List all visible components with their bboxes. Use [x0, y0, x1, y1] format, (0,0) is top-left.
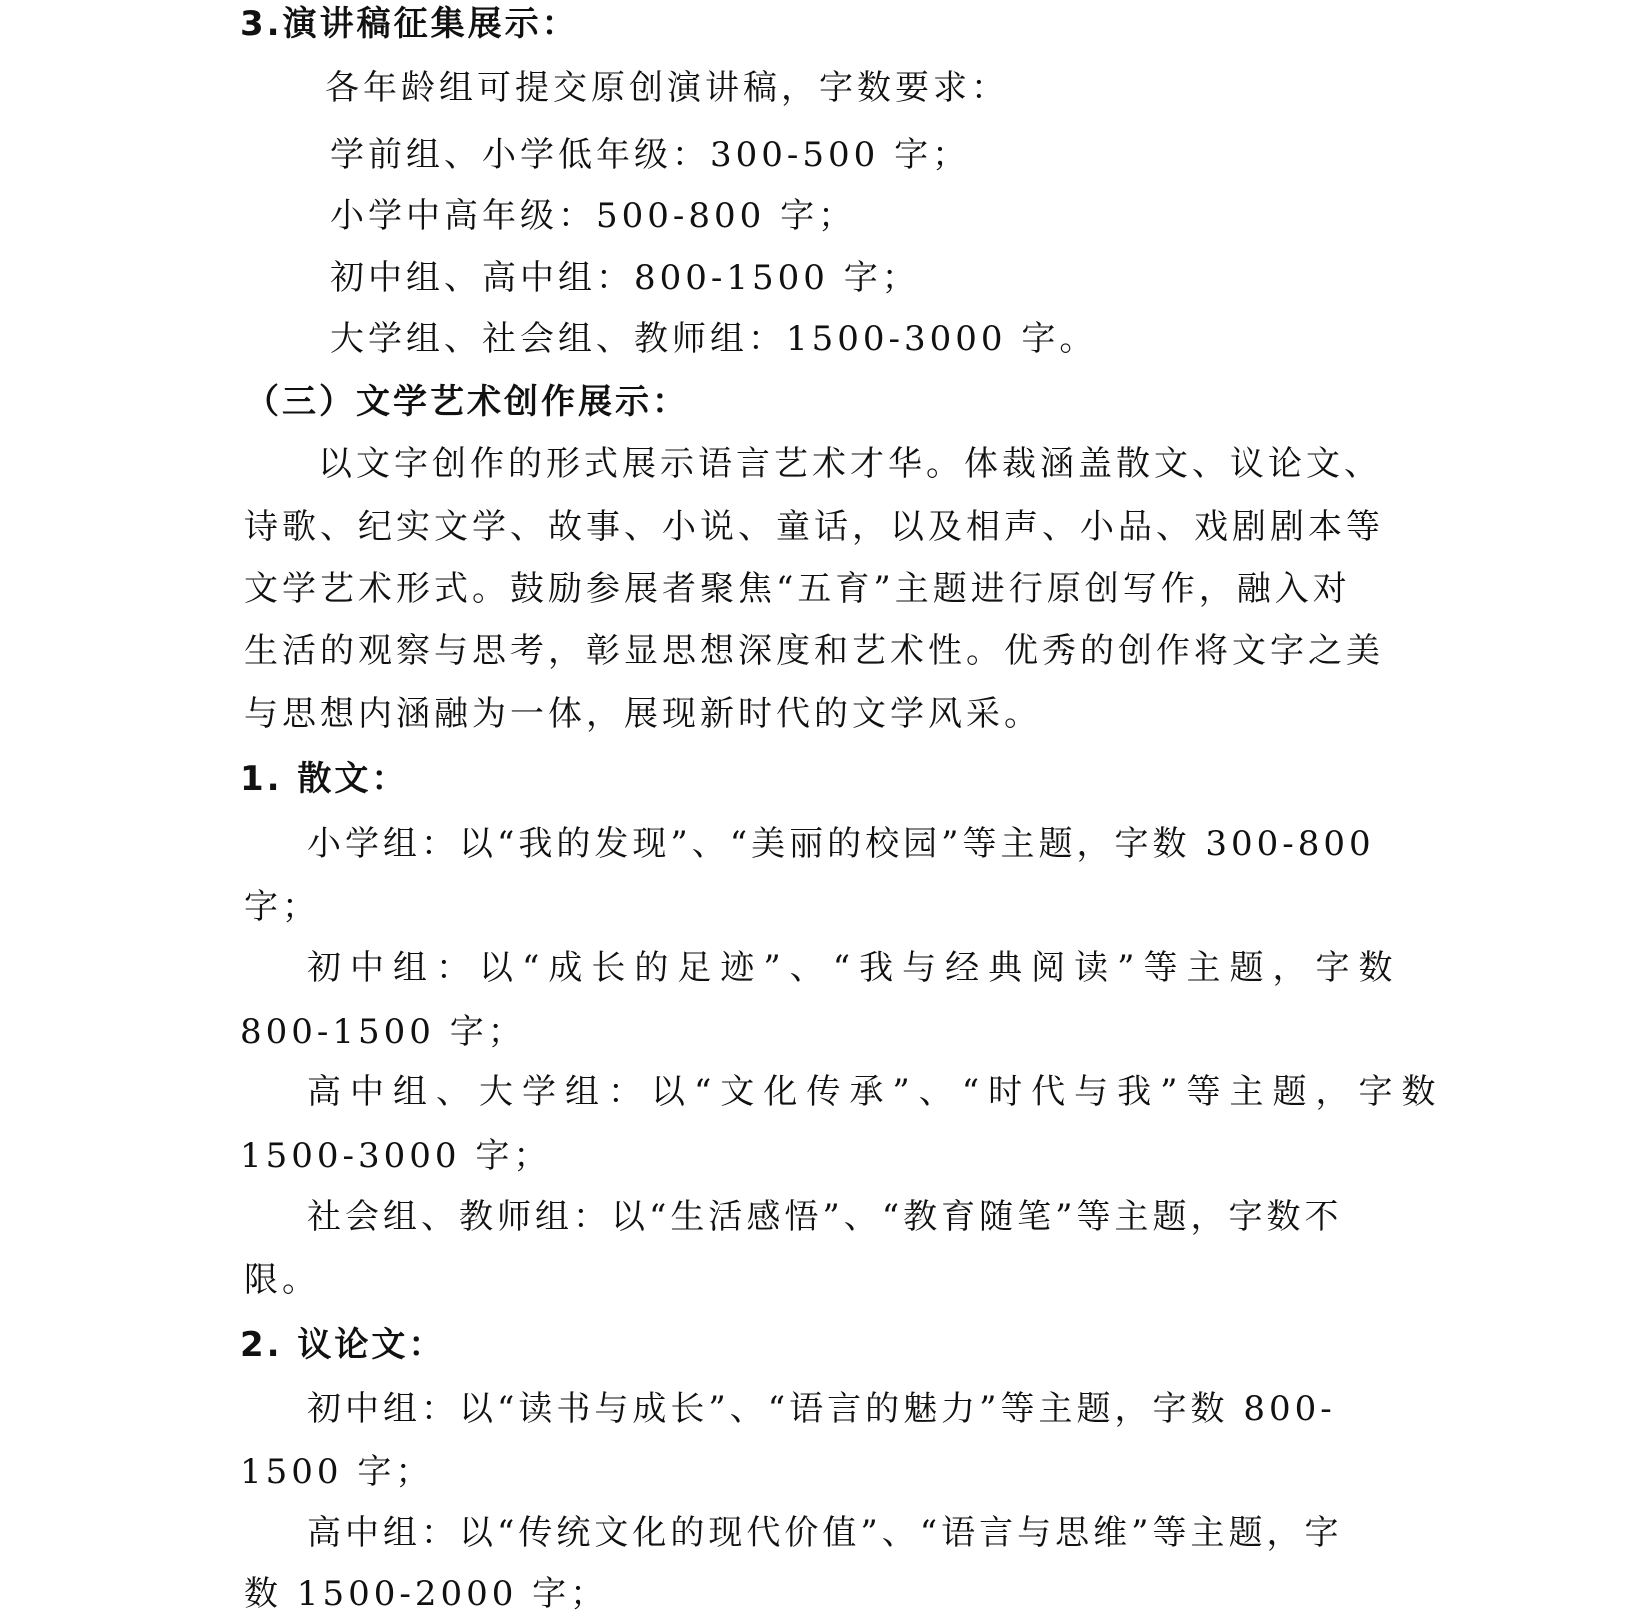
speech-item: 学前组、小学低年级：300-500 字；: [330, 135, 971, 175]
speech-item: 小学中高年级：500-800 字；: [330, 196, 857, 236]
essay-line: 限。: [244, 1260, 320, 1300]
speech-heading: 3.演讲稿征集展示：: [240, 4, 579, 44]
argument-line: 1500 字；: [240, 1452, 434, 1492]
essay-heading: 1. 散文：: [240, 759, 409, 799]
literature-paragraph-line: 生活的观察与思考，彰显思想深度和艺术性。优秀的创作将文字之美: [244, 631, 1384, 671]
literature-paragraph-line: 与思想内涵融为一体，展现新时代的文学风采。: [244, 694, 1042, 734]
essay-line: 1500-3000 字；: [240, 1136, 552, 1176]
argument-line: 初中组：以“读书与成长”、“语言的魅力”等主题，字数 800-: [307, 1389, 1336, 1429]
literature-heading: （三）文学艺术创作展示：: [245, 382, 689, 422]
essay-line: 字；: [244, 887, 320, 927]
speech-item: 初中组、高中组：800-1500 字；: [330, 258, 920, 298]
argument-heading: 2. 议论文：: [240, 1325, 446, 1365]
argument-line: 高中组：以“传统文化的现代价值”、“语言与思维”等主题，字: [307, 1513, 1343, 1553]
literature-paragraph-line: 以文字创作的形式展示语言艺术才华。体裁涵盖散文、议论文、: [318, 444, 1382, 484]
essay-line: 社会组、教师组：以“生活感悟”、“教育随笔”等主题，字数不: [307, 1197, 1343, 1237]
speech-intro: 各年龄组可提交原创演讲稿，字数要求：: [325, 68, 1009, 108]
essay-line: 800-1500 字；: [240, 1012, 526, 1052]
speech-item: 大学组、社会组、教师组：1500-3000 字。: [330, 319, 1098, 359]
argument-line: 数 1500-2000 字；: [244, 1574, 609, 1614]
literature-paragraph-line: 诗歌、纪实文学、故事、小说、童话，以及相声、小品、戏剧剧本等: [244, 507, 1384, 547]
essay-line: 初中组：以“成长的足迹”、“我与经典阅读”等主题，字数: [307, 948, 1402, 988]
essay-line: 高中组、大学组：以“文化传承”、“时代与我”等主题，字数: [307, 1072, 1445, 1112]
essay-line: 小学组：以“我的发现”、“美丽的校园”等主题，字数 300-800: [307, 824, 1375, 864]
literature-paragraph-line: 文学艺术形式。鼓励参展者聚焦“五育”主题进行原创写作，融入对: [244, 569, 1351, 609]
